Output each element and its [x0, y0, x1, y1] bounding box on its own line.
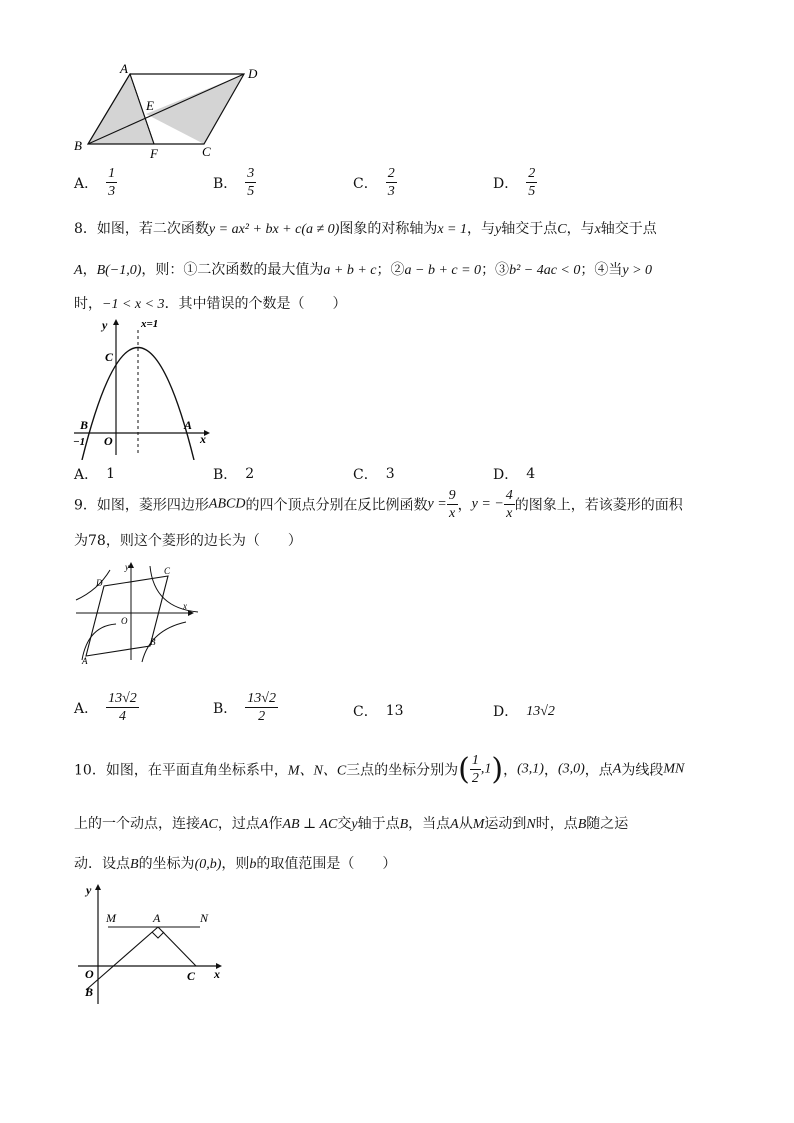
- shaded-triangle-ed: [146, 74, 244, 144]
- segment-ab: [86, 927, 158, 990]
- q10-coordinate-figure: [72, 880, 232, 1010]
- hyperbola-q2: [76, 570, 110, 600]
- q8-option-a: A． 1: [74, 466, 116, 483]
- label-a: A: [120, 61, 128, 76]
- q8-option-d: D． 4: [493, 466, 536, 483]
- label-a: A: [184, 418, 193, 432]
- q7-parallelogram-figure: [70, 60, 270, 160]
- label-a: A: [82, 656, 88, 666]
- label-y: y: [125, 562, 129, 572]
- q8-line-2: A，B(−1,0)，则：①二次函数的最大值为a + b + c；②a − b + c = 0；③b² − 4ac < 0；④当y > 0: [74, 262, 653, 278]
- q8-option-c: C． 3: [353, 466, 395, 483]
- label-x-equals-1: x=1: [141, 318, 159, 330]
- q10-line-1: 10．如图，在平面直角坐标系中，M、N、C三点的坐标分别为( $\frac{1}{2}$ ,1)，(3,1)，(3,0)，点A为线段MN: [74, 752, 685, 787]
- q8-parabola-figure: [70, 315, 215, 460]
- q7-option-b: B． $\frac{3}{5}$: [213, 166, 255, 199]
- label-m: M: [106, 911, 116, 925]
- label-c: C: [202, 144, 211, 159]
- q10-line-2: 上的一个动点，连接AC，过点A作AB ⊥ AC交y轴于点B，当点A从M运动到N时，点B随之运: [74, 816, 629, 832]
- label-c: C: [164, 566, 171, 576]
- q10-line-3: 动．设点B的坐标为(0,b)，则b的取值范围是（ ）: [74, 856, 397, 872]
- label-x: x: [183, 601, 187, 611]
- q7-option-a: A． $\frac{1}{3}$: [74, 166, 116, 199]
- q7-option-c: C． $\frac{2}{3}$: [353, 166, 395, 199]
- q9-option-b: B． $\frac{13√2}{2}$: [213, 691, 276, 724]
- label-n: N: [200, 911, 209, 925]
- q9-option-d: D． 13√2: [493, 704, 555, 720]
- y-axis-arrow: [95, 884, 101, 890]
- q8-option-b: B． 2: [213, 466, 255, 483]
- label-x: x: [200, 432, 206, 446]
- label-b: B: [80, 418, 89, 432]
- label-f: F: [150, 146, 158, 160]
- q9-line-1: 9．如图，菱形四边形ABCD的四个顶点分别在反比例函数y = $\frac{9}{x}$ ，y = − $\frac{4}{x}$ 的图象上，若该菱形的面积: [74, 488, 683, 521]
- y-axis-arrow: [113, 319, 119, 325]
- label-y: y: [86, 883, 92, 897]
- label-x: x: [214, 967, 220, 981]
- q9-rhombus-figure: [70, 560, 200, 670]
- shaded-triangle-abf: [88, 74, 154, 144]
- q8-line-3: 时，−1 < x < 3．其中错误的个数是（ ）: [74, 296, 347, 312]
- label-e: E: [146, 98, 154, 113]
- label-c: C: [187, 969, 196, 983]
- label-o: O: [104, 434, 113, 448]
- q9-option-c: C． 13: [353, 703, 404, 720]
- q8-line-1: 8．如图，若二次函数y = ax² + bx + c(a ≠ 0)图象的对称轴为x = 1，与y轴交于点C，与x轴交于点: [74, 221, 657, 237]
- label-c: C: [105, 350, 114, 364]
- label-d: D: [248, 66, 258, 81]
- label-neg1: −1: [73, 436, 86, 448]
- label-y: y: [102, 318, 108, 332]
- label-a: A: [153, 911, 161, 925]
- q9-option-a: A． $\frac{13√2}{4}$: [74, 691, 137, 724]
- q7-option-d: D． $\frac{2}{5}$: [493, 166, 536, 199]
- hyperbola-q4: [142, 622, 186, 662]
- hyperbola-q3: [82, 624, 116, 660]
- hyperbola-q1: [150, 566, 198, 612]
- label-o: O: [85, 967, 94, 981]
- label-d: D: [96, 578, 103, 588]
- q9-line-2: 为78，则这个菱形的边长为（ ）: [74, 533, 302, 549]
- label-b: B: [74, 138, 82, 153]
- right-angle-mark: [152, 932, 164, 938]
- label-b: B: [150, 637, 156, 647]
- label-o: O: [121, 616, 128, 626]
- label-b: B: [85, 985, 94, 999]
